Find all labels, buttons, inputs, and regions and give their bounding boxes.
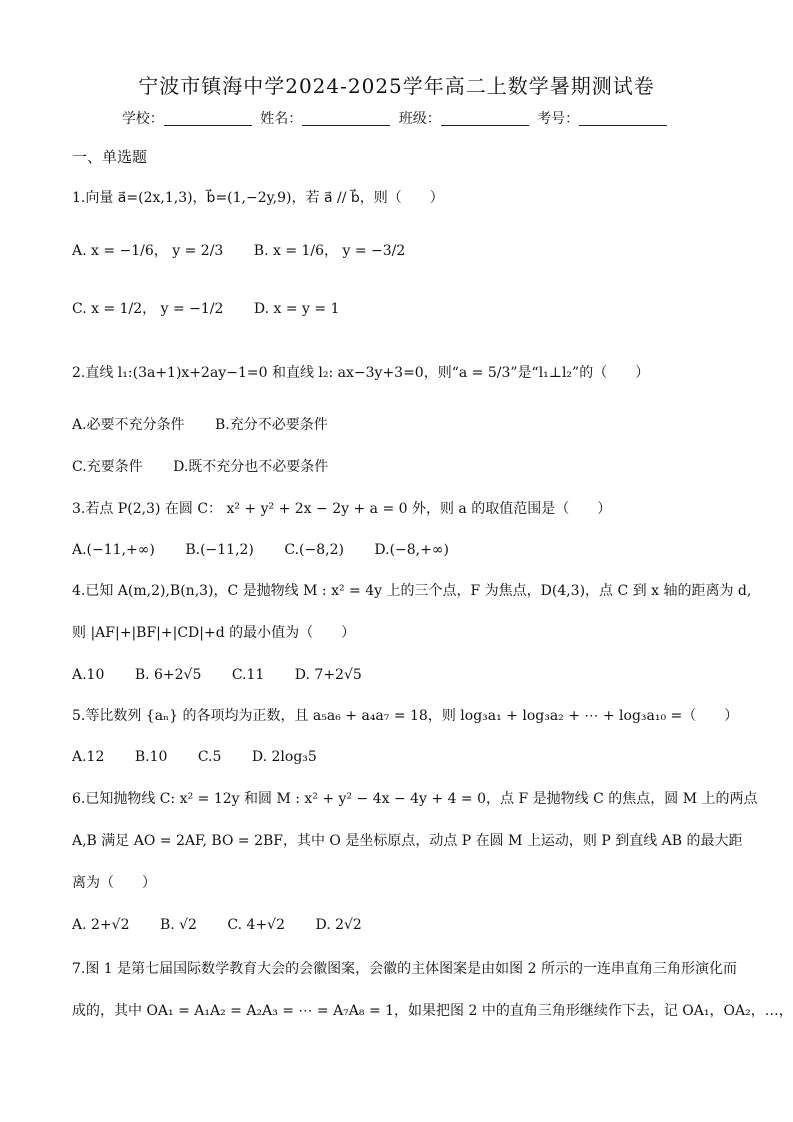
question-7-stem: 7.图 1 是第七届国际数学教育大会的会徽图案，会徽的主体图案是由如图 2 所示的一连串直角三角形演化而 [72,961,737,977]
question-6-option-b: B. √2 [159,917,197,933]
question-1-options-row-1 [72,240,722,262]
page-title: 宁波市镇海中学2024-2025学年高二上数学暑期测试卷 [138,74,655,98]
question-4-options [72,664,722,686]
question-7-stem-2: 成的，其中 OA₁ = A₁A₂ = A₂A₃ = ⋯ = A₇A₈ = 1，如果把图 2 中的直角三角形继续作下去，记 OA₁，OA₂，…， [72,1003,793,1019]
question-3-option-d: D.(−8,+∞) [374,542,449,558]
question-1-option-d: D. x = y = 1 [253,301,340,317]
question-5-option-d: D. 2log₃5 [251,749,317,765]
question-3-options [72,539,722,561]
student-info-row [0,108,793,128]
question-4-stem-2: 则 |AF|+|BF|+|CD|+d 的最小值为（ ） [72,625,356,641]
school-field[interactable] [164,111,252,126]
question-1-option-b: B. x = 1/6， y = −3/2 [253,243,406,259]
class-field[interactable] [441,111,529,126]
question-1-option-c: C. x = 1/2， y = −1/2 [72,301,224,317]
question-5-stem: 5.等比数列 {aₙ} 的各项均为正数，且 a₅a₆ + a₄a₇ = 18，则 log₃a₁ + log₃a₂ + ⋯ + log₃a₁₀ =（ ） [72,708,739,724]
class-label: 班级： [398,111,441,127]
question-4-option-d: D. 7+2√5 [294,667,362,683]
question-2-option-d: D.既不充分也不必要条件 [173,459,329,475]
question-6-stem: 6.已知抛物线 C: x² = 12y 和圆 M : x² + y² − 4x − 4y + 4 = 0，点 F 是抛物线 C 的焦点，圆 M 上的两点 [72,791,758,807]
question-4-option-c: C.11 [231,667,265,683]
question-2-option-a: A.必要不充分条件 [72,417,185,433]
question-6-stem-2: A,B 满足 AO = 2AF, BO = 2BF，其中 O 是坐标原点，动点 P 在圆 M 上运动，则 P 到直线 AB 的最大距 [72,833,743,849]
name-field[interactable] [302,111,390,126]
question-6-stem-3: 离为（ ） [72,875,156,891]
question-3-option-c: C.(−8,2) [284,542,344,558]
number-label: 考号： [537,111,580,127]
question-1-options-row-2 [72,298,722,320]
number-field[interactable] [579,111,667,126]
question-1-option-a: A. x = −1/6， y = 2/3 [72,243,224,259]
question-6-option-a: A. 2+√2 [72,917,130,933]
question-1-stem: 1.向量 a⃗=(2x,1,3)，b⃗=(1,−2y,9)，若 a⃗ // b⃗，则（ ） [72,190,444,206]
question-5-option-c: C.5 [197,749,222,765]
question-2-options-row-2 [72,456,722,478]
question-2-option-b: B.充分不必要条件 [215,417,328,433]
question-5-option-b: B.10 [134,749,168,765]
question-3-stem: 3.若点 P(2,3) 在圆 C： x² + y² + 2x − 2y + a = 0 外，则 a 的取值范围是（ ） [72,501,612,517]
question-6-option-d: D. 2√2 [315,917,362,933]
question-4-stem: 4.已知 A(m,2),B(n,3)，C 是抛物线 M : x² = 4y 上的三个点，F 为焦点，D(4,3)，点 C 到 x 轴的距离为 d, [72,583,752,599]
question-4-option-b: B. 6+2√5 [134,667,202,683]
question-5-options [72,746,722,768]
question-6-options [72,914,722,936]
question-2-option-c: C.充要条件 [72,459,143,475]
school-label: 学校： [121,111,164,127]
question-4-option-a: A.10 [72,667,105,683]
name-label: 姓名： [260,111,303,127]
section-title: 一、单选题 [72,148,148,166]
question-3-option-a: A.(−11,+∞) [72,542,155,558]
question-3-option-b: B.(−11,2) [185,542,254,558]
question-2-options-row-1 [72,414,722,436]
question-5-option-a: A.12 [72,749,105,765]
question-6-option-c: C. 4+√2 [227,917,286,933]
question-2-stem: 2.直线 l₁:(3a+1)x+2ay−1=0 和直线 l₂: ax−3y+3=0，则“a = 5/3”是“l₁⊥l₂”的（ ） [72,365,650,381]
